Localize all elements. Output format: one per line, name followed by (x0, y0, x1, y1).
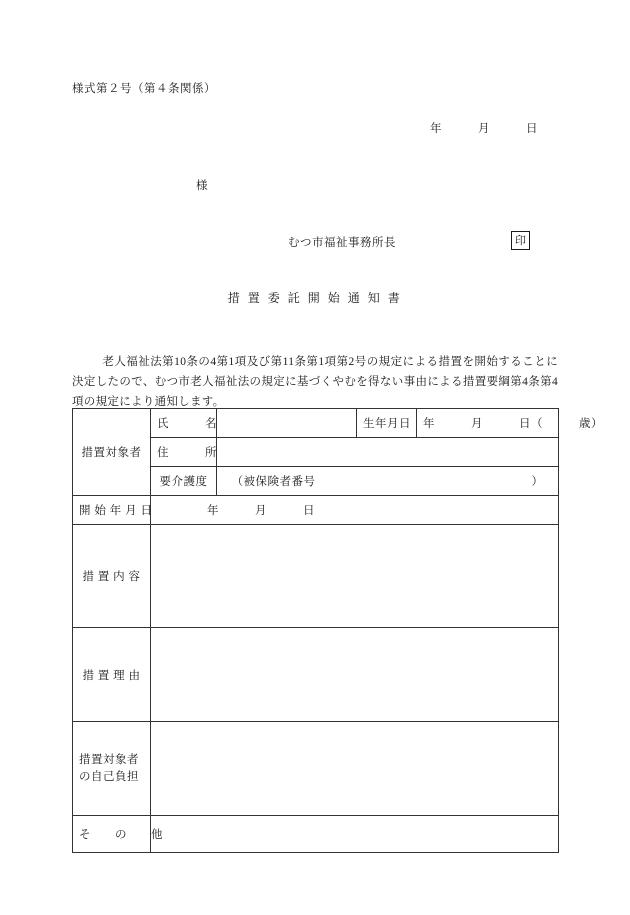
document-body-text (72, 352, 558, 412)
form-number: 様式第２号（第４条関係） (72, 83, 216, 95)
cell-self-payment-label (73, 722, 151, 816)
table-row (73, 722, 559, 816)
self-payment-label-line2: の自己負担 (79, 770, 139, 783)
cell-birth-label: 生年月日 (357, 409, 417, 438)
cell-name-label: 氏 名 (151, 409, 217, 438)
self-payment-label-line1: 措置対象者 (79, 753, 139, 766)
measure-details-table (72, 408, 603, 853)
cell-measure-content-value[interactable] (151, 525, 559, 628)
cell-address-label: 住 所 (151, 438, 217, 467)
table-row (73, 628, 559, 722)
cell-self-payment-value[interactable] (151, 722, 559, 816)
cell-birth-value[interactable]: 年 月 日（ 歳） (417, 409, 559, 438)
cell-subject-label: 措置対象者 (73, 409, 151, 496)
cell-address-value[interactable] (217, 438, 559, 467)
cell-measure-reason-label: 措 置 理 由 (73, 628, 151, 722)
addressee-label: 様 (196, 180, 208, 192)
cell-other-label: そ の 他 (73, 816, 151, 853)
table-row (73, 496, 559, 525)
table-row (73, 409, 559, 438)
body-paragraph: 老人福祉法第10条の4第1項及び第11条第1項第2号の規定による措置を開始することに決定したので、むつ市老人福祉法の規定に基づくやむを得ない事由による措置要綱第4条第4項の規定により通知します。 (72, 356, 558, 409)
cell-start-date-label: 開 始 年 月 日 (73, 496, 151, 525)
seal-stamp-box: 印 (511, 231, 530, 250)
cell-start-date-value[interactable]: 年 月 日 (151, 496, 559, 525)
cell-care-level-label: 要介護度 (151, 467, 217, 496)
document-title: 措 置 委 託 開 始 通 知 書 (227, 291, 403, 305)
issuer-name: むつ市福祉事務所長 (288, 237, 396, 249)
cell-name-value[interactable] (217, 409, 357, 438)
cell-care-level-value[interactable]: （被保険者番号 ） (217, 467, 559, 496)
cell-measure-reason-value[interactable] (151, 628, 559, 722)
table-row (73, 816, 559, 853)
cell-measure-content-label: 措 置 内 容 (73, 525, 151, 628)
date-line: 年 月 日 (430, 123, 538, 135)
table-row (73, 525, 559, 628)
cell-other-value[interactable] (151, 816, 559, 853)
